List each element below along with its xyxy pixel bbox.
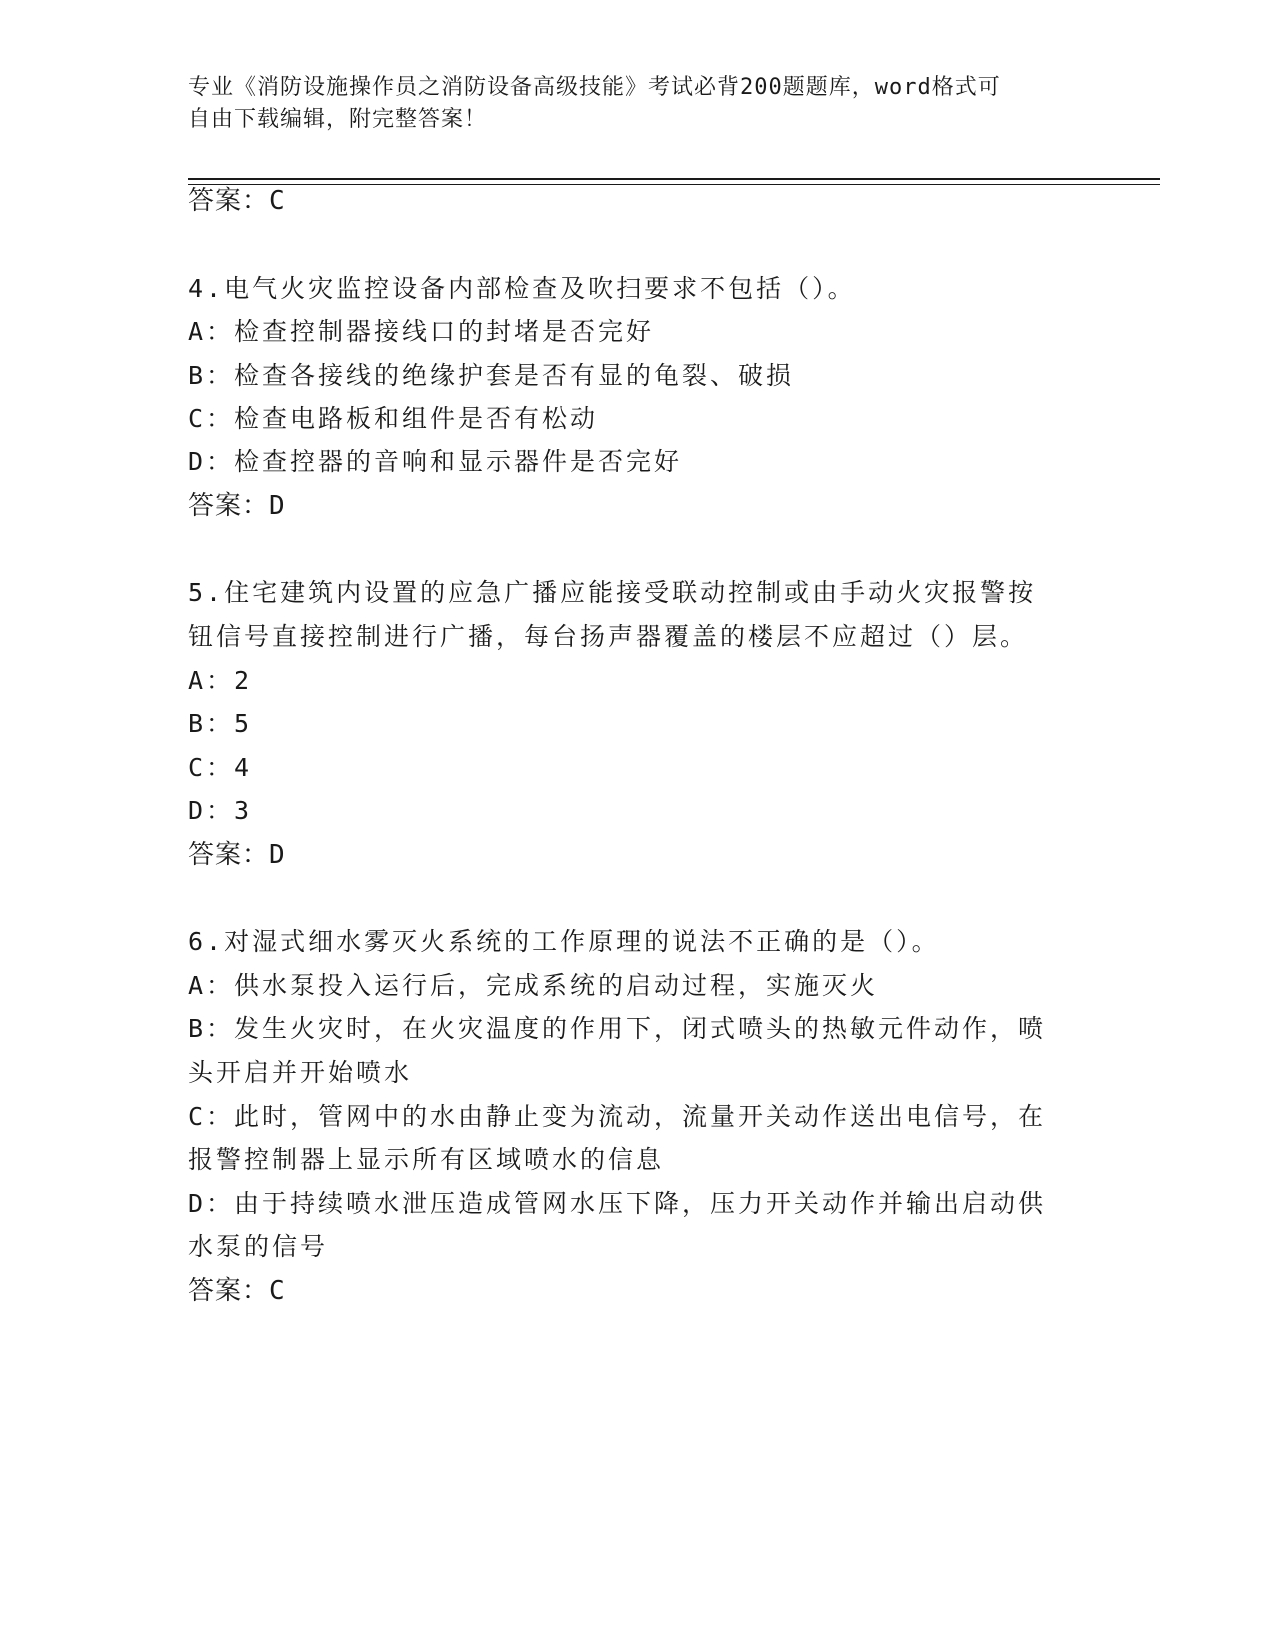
answer-value: D (269, 491, 286, 521)
question-4-option-a: A：检查控制器接线口的封堵是否完好 (188, 317, 655, 346)
question-5-option-d: D：3 (188, 796, 253, 825)
answer-label: 答案： (188, 1276, 270, 1306)
question-6-option-b-line-2: 头开启并开始喷水 (188, 1058, 413, 1087)
question-6-option-c-line-2: 报警控制器上显示所有区域喷水的信息 (188, 1145, 665, 1174)
question-6-stem: 6.对湿式细水雾灭火系统的工作原理的说法不正确的是（）。 (188, 927, 940, 956)
question-5-option-c: C：4 (188, 753, 253, 782)
header-line-1: 专业《消防设施操作员之消防设备高级技能》考试必背200题题库，word格式可 (188, 75, 1001, 100)
answer-value: C (269, 186, 286, 216)
document-header (188, 72, 1088, 136)
header-divider-thin (188, 184, 1160, 185)
question-5-stem-line-2: 钮信号直接控制进行广播，每台扬声器覆盖的楼层不应超过（）层。 (188, 622, 1029, 651)
question-4-option-c: C：检查电路板和组件是否有松动 (188, 404, 599, 433)
question-6-option-d-line-2: 水泵的信号 (188, 1232, 329, 1261)
question-6-option-c-line-1: C：此时，管网中的水由静止变为流动，流量开关动作送出电信号，在 (188, 1102, 1047, 1131)
answer-value: C (269, 1276, 286, 1306)
question-5-stem-line-1: 5.住宅建筑内设置的应急广播应能接受联动控制或由手动火灾报警按 (188, 578, 1037, 607)
question-4-stem: 4.电气火灾监控设备内部检查及吹扫要求不包括（）。 (188, 274, 856, 303)
question-5-answer (188, 840, 286, 870)
question-6-answer (188, 1276, 286, 1306)
question-5-option-a: A：2 (188, 666, 253, 695)
header-line-2: 自由下载编辑，附完整答案！ (188, 107, 488, 132)
question-4-answer (188, 491, 286, 521)
question-6-option-d-line-1: D：由于持续喷水泄压造成管网水压下降，压力开关动作并输出启动供 (188, 1189, 1047, 1218)
answer-label: 答案： (188, 186, 270, 216)
question-4-option-d: D：检查控器的音响和显示器件是否完好 (188, 447, 683, 476)
header-divider-thick (188, 178, 1160, 180)
question-4-option-b: B：检查各接线的绝缘护套是否有显的龟裂、破损 (188, 361, 795, 390)
answer-top (188, 186, 286, 216)
answer-value: D (269, 840, 286, 870)
question-6-option-a: A：供水泵投入运行后，完成系统的启动过程，实施灭火 (188, 971, 879, 1000)
answer-label: 答案： (188, 491, 270, 521)
question-5-option-b: B：5 (188, 709, 253, 738)
question-6-option-b-line-1: B：发生火灾时，在火灾温度的作用下，闭式喷头的热敏元件动作，喷 (188, 1014, 1047, 1043)
answer-label: 答案： (188, 840, 270, 870)
